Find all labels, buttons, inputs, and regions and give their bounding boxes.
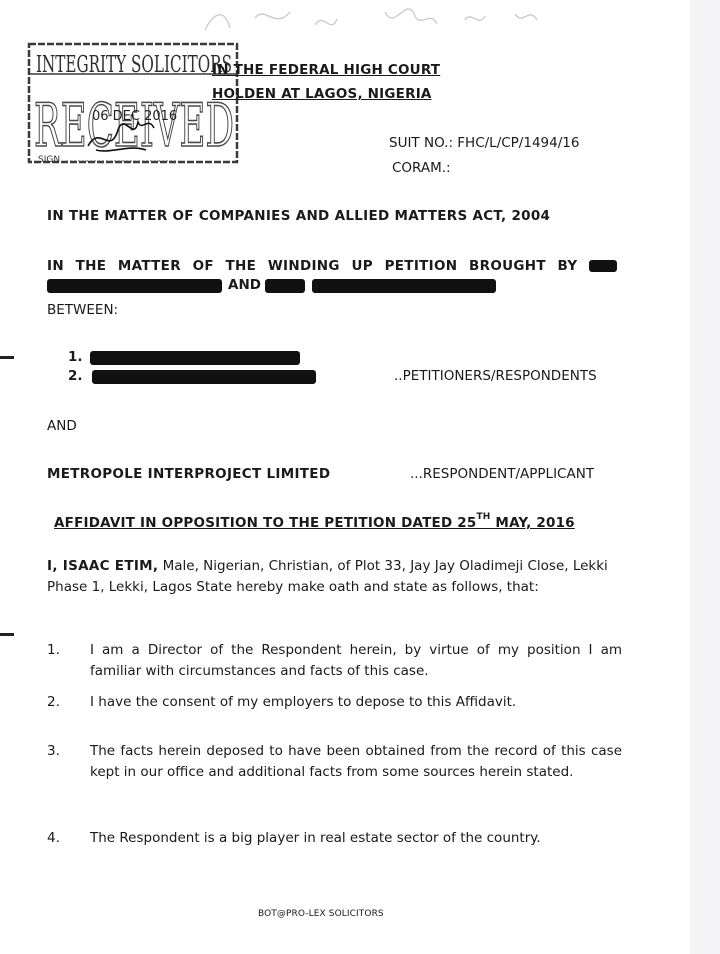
matter-word: THE — [225, 258, 257, 274]
affidavit-title — [54, 512, 575, 531]
item-text: I have the consent of my employers to depose to this Affidavit. — [90, 694, 517, 710]
between-label: BETWEEN: — [47, 302, 119, 318]
deponent-name: I, ISAAC ETIM, — [47, 558, 159, 574]
item-number: 2. — [47, 694, 60, 710]
redaction-bar — [589, 260, 617, 272]
matter-and: AND — [228, 277, 261, 293]
respondent-role: ...RESPONDENT/APPLICANT — [410, 466, 595, 482]
matter-word: MATTER — [117, 258, 181, 274]
redaction-bar — [92, 370, 316, 384]
deponent-details: Male, Nigerian, Christian, of Plot 33, Jay Jay Oladimeji Close, Lekki Phase 1, Lekki, Lagos State hereby make oath and state as follows, that: — [47, 558, 608, 595]
affidavit-title-date: MAY, 2016 — [490, 515, 575, 531]
footer-text: BOT@PRO-LEX SOLICITORS — [258, 909, 384, 919]
received-stamp — [26, 38, 242, 168]
redaction-bar — [47, 279, 222, 293]
list-item — [47, 828, 622, 849]
respondent-name: METROPOLE INTERPROJECT LIMITED — [47, 466, 331, 482]
handwritten-scribble — [195, 0, 575, 40]
list-item — [47, 741, 622, 782]
list-item — [47, 640, 622, 681]
stamp-firm-name: INTEGRITY SOLICITORS — [36, 52, 232, 78]
item-number: 1. — [47, 642, 60, 658]
item-number: 3. — [47, 743, 60, 759]
deponent-intro — [47, 556, 619, 598]
redaction-bar — [90, 351, 300, 365]
court-location: HOLDEN AT LAGOS, NIGERIA — [212, 86, 432, 102]
redaction-bar — [265, 279, 305, 293]
matter-word: IN — [47, 258, 64, 274]
affidavit-title-text: AFFIDAVIT IN OPPOSITION TO THE PETITION DATED 25 — [54, 515, 477, 531]
matter-word: THE — [75, 258, 107, 274]
item-number: 4. — [47, 830, 60, 846]
viewer-side-strip — [690, 0, 720, 954]
suit-number: SUIT NO.: FHC/L/CP/1494/16 — [389, 135, 580, 151]
matter-word: PETITION — [384, 258, 458, 274]
court-title: IN THE FEDERAL HIGH COURT — [212, 62, 441, 78]
parties-and: AND — [47, 418, 77, 434]
stamp-sign-label: SIGN — [38, 155, 61, 165]
matter-word: OF — [192, 258, 214, 274]
item-text: The facts herein deposed to have been obtained from the record of this case kept in our office and additional facts from some sources herein stated. — [90, 743, 622, 780]
stamp-received-word: RECEIVED — [34, 91, 234, 161]
matter-companies-act: IN THE MATTER OF COMPANIES AND ALLIED MATTERS ACT, 2004 — [47, 208, 551, 224]
petitioner-role: ..PETITIONERS/RESPONDENTS — [394, 368, 597, 384]
item-text: I am a Director of the Respondent herein, by virtue of my position I am familiar with circumstances and facts of this case. — [90, 642, 622, 679]
petitioner-number-2: 2. — [68, 368, 83, 384]
item-text: The Respondent is a big player in real estate sector of the country. — [90, 830, 541, 846]
redaction-bar — [312, 279, 496, 293]
coram-label: CORAM.: — [392, 160, 451, 176]
stamp-graphic — [26, 38, 242, 168]
affidavit-title-sup: TH — [476, 512, 491, 522]
matter-winding-up — [47, 258, 617, 274]
margin-mark — [0, 633, 14, 636]
stamp-date: 06 DEC 2016 — [92, 109, 178, 124]
margin-mark — [0, 356, 14, 359]
petitioner-number-1: 1. — [68, 349, 83, 365]
matter-word: BROUGHT — [469, 258, 546, 274]
matter-word: BY — [557, 258, 578, 274]
list-item — [47, 692, 622, 713]
matter-word: WINDING — [267, 258, 340, 274]
matter-word: UP — [351, 258, 373, 274]
